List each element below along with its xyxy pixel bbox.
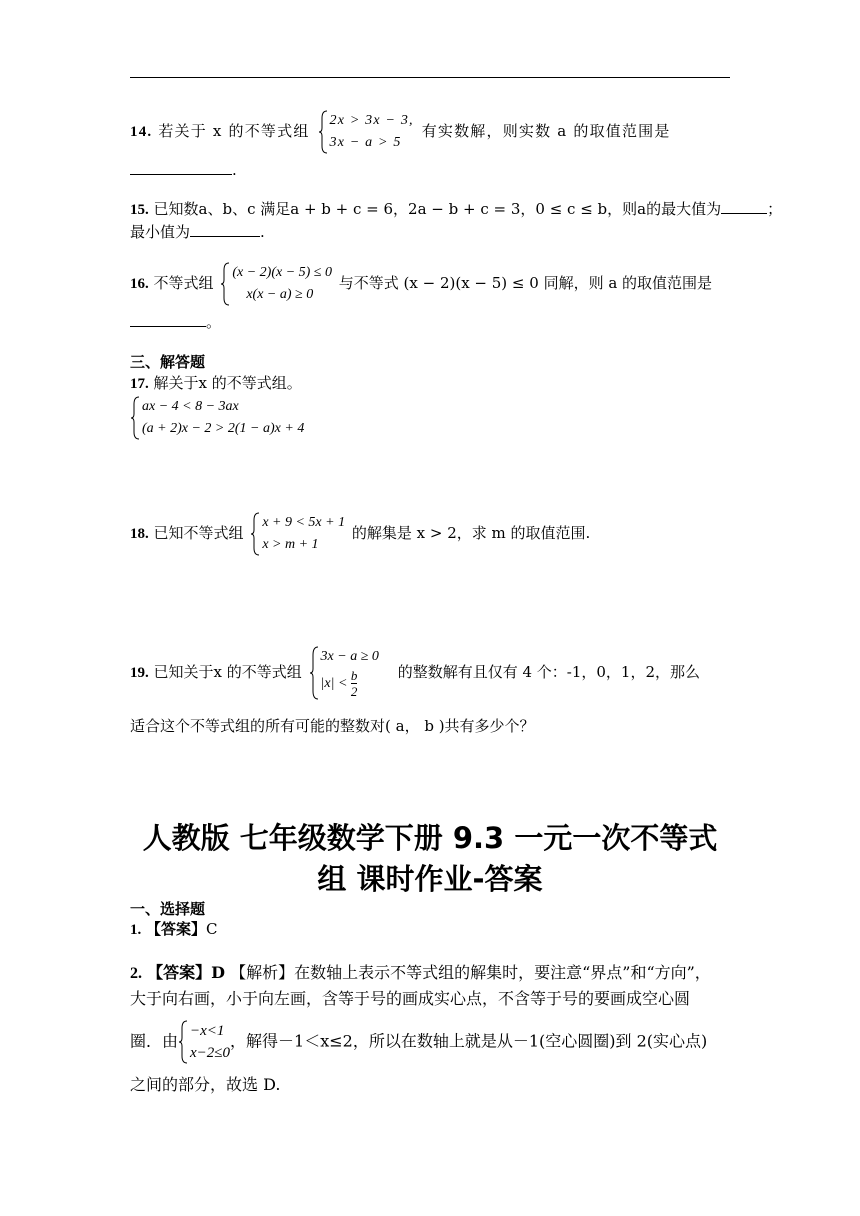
section-heading: 三、解答题 — [130, 353, 206, 371]
question-number: 19. — [130, 665, 149, 681]
question-text: 有实数解，则实数 a 的取值范围是 — [421, 122, 671, 140]
left-brace-icon — [318, 110, 328, 154]
question-text: 不等式组 — [153, 274, 214, 292]
left-brace-icon — [309, 646, 319, 700]
left-brace-icon — [250, 512, 260, 556]
answer-tag: 【答案】 — [146, 920, 207, 938]
header-rule — [130, 77, 730, 78]
answer-2-line3 — [130, 1020, 730, 1064]
inequality-system — [130, 396, 304, 440]
question-18 — [130, 512, 730, 556]
system-row: 3x − a > 5 — [329, 135, 402, 150]
fraction-denominator: 2 — [350, 684, 358, 700]
period: 。 — [206, 313, 222, 331]
answer-blank[interactable] — [721, 199, 767, 214]
section-heading: 一、选择题 — [130, 900, 206, 918]
question-text: 的解集是 x > 2，求 m 的取值范围. — [351, 524, 591, 542]
question-text: 与不等式 (x − 2)(x − 5) ≤ 0 同解，则 a 的取值范围是 — [338, 274, 713, 292]
fraction-numerator: b — [350, 668, 358, 684]
question-text: 已知数a、b、c 满足a + b + c = 6，2a − b + c = 3，0 ≤ c ≤ b，则a的最大值为 — [153, 200, 722, 218]
inequality-system — [178, 1020, 230, 1064]
question-text: 若关于 x 的不等式组 — [158, 122, 310, 140]
question-14 — [130, 110, 730, 154]
question-text: 最小值为 — [130, 223, 191, 241]
question-number: 18. — [130, 526, 149, 542]
period: . — [260, 223, 265, 241]
answer-blank[interactable] — [130, 160, 232, 175]
inequality-system — [309, 646, 379, 700]
question-number: 17. — [130, 376, 149, 392]
answer-blank[interactable] — [130, 312, 206, 327]
analysis-text: 圈．由 — [130, 1031, 179, 1051]
abs-x-less: |x| < — [320, 676, 348, 691]
question-number: 16. — [130, 276, 149, 292]
answer-blank-line — [130, 309, 730, 335]
answer-title-line2: 组 课时作业-答案 — [317, 862, 543, 896]
inequality-system — [220, 262, 332, 306]
answer-number: 1. — [130, 922, 142, 938]
system-row: ax − 4 < 8 − 3ax — [142, 399, 239, 414]
question-15-line2 — [130, 219, 730, 245]
analysis-text: 之间的部分，故选 D. — [130, 1075, 281, 1094]
answer-title: 人教版 七年级数学下册 9.3 一元一次不等式 — [142, 821, 718, 855]
answer-2 — [130, 960, 730, 987]
system-row: x(x − a) ≥ 0 — [246, 287, 314, 302]
question-17 — [130, 370, 730, 397]
question-19 — [130, 646, 730, 700]
question-16 — [130, 262, 730, 306]
system-row: (x − 2)(x − 5) ≤ 0 — [232, 265, 332, 280]
system-row: x−2≤0 — [190, 1045, 231, 1061]
question-19-line2 — [130, 713, 730, 739]
question-17-system — [130, 396, 730, 440]
question-text: 已知不等式组 — [153, 524, 244, 542]
system-row: x > m + 1 — [262, 537, 319, 552]
left-brace-icon — [130, 396, 140, 440]
left-brace-icon — [220, 262, 230, 306]
left-brace-icon — [178, 1020, 188, 1064]
system-row: −x<1 — [190, 1023, 225, 1039]
answer-value: D — [211, 963, 225, 982]
fraction — [351, 668, 358, 699]
answer-blank-line — [130, 157, 730, 183]
analysis-text: 【解析】在数轴上表示不等式组的解集时，要注意“界点”和“方向”， — [230, 963, 711, 982]
system-row: 3x − a ≥ 0 — [320, 649, 379, 664]
answer-number: 2. — [130, 965, 142, 982]
question-text: 解关于x 的不等式组。 — [153, 374, 302, 392]
inequality-system — [250, 512, 345, 556]
analysis-text: ，解得－1＜x≤2，所以在数轴上就是从－1(空心圆圈)到 2(实心点) — [230, 1031, 708, 1051]
answer-value: C — [206, 920, 218, 938]
analysis-text: 大于向右画，小于向左画，含等于号的画成实心点，不含等于号的要画成空心圆 — [130, 989, 691, 1008]
question-text: 的整数解有且仅有 4 个：-1，0，1，2，那么 — [397, 663, 701, 681]
question-text: 适合这个不等式组的所有可能的整数对( a， b )共有多少个？ — [130, 717, 535, 735]
answer-blank[interactable] — [190, 222, 260, 237]
system-row — [321, 668, 379, 700]
system-row: (a + 2)x − 2 > 2(1 − a)x + 4 — [142, 421, 305, 436]
question-number: 14. — [130, 124, 153, 140]
semicolon: ； — [767, 200, 783, 218]
period: . — [232, 161, 237, 179]
system-row: x + 9 < 5x + 1 — [262, 515, 346, 530]
answer-1 — [130, 916, 730, 943]
answer-2-line2 — [130, 986, 730, 1012]
question-number: 15. — [130, 202, 149, 218]
answer-tag: 【答案】 — [147, 963, 212, 982]
answer-2-line4 — [130, 1072, 730, 1098]
system-row: 2x > 3x − 3, — [329, 113, 414, 128]
question-text: 已知关于x 的不等式组 — [153, 663, 302, 681]
inequality-system — [318, 110, 414, 154]
